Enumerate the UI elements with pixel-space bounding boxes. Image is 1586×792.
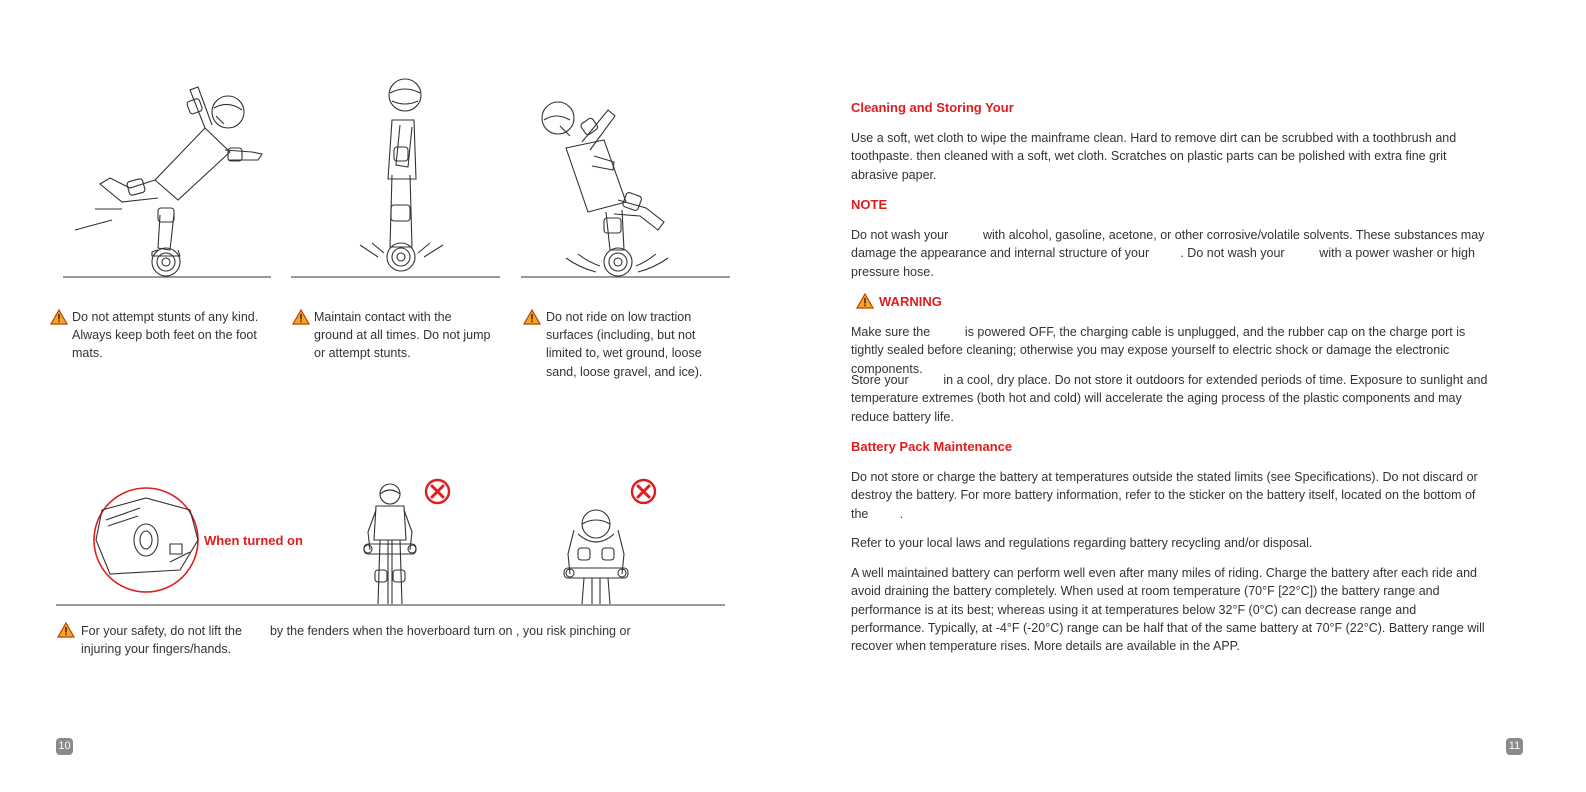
caption-line: sand, loose gravel, and ice). <box>546 364 703 379</box>
caption-text: by the fenders when the hoverboard turn on , you risk pinching or <box>269 624 631 638</box>
paragraph-battery-performance: A well maintained battery can perform well even after many miles of riding. Charge the battery after each ride and avoid draining the battery completely. When used at room temperature (70°F [22°C]) the battery range and performance is at its best; whereas using it at temperatures below 32°F (0°C) can decrease range and performance. Typically, at -4°F (-20°C) range can be half that of the same battery at 70°F (22°C). Battery range will recover when temperature rises. More details are available in the APP. <box>851 566 1485 654</box>
warning-icon <box>856 293 874 309</box>
caption-line: surfaces (including, but not <box>546 328 696 343</box>
caption-line: or attempt stunts. <box>314 346 411 361</box>
when-turned-on-label: When turned on <box>204 533 303 548</box>
caption-line: mats. <box>72 346 103 361</box>
heading-battery: Battery Pack Maintenance <box>851 439 1013 454</box>
heading-note: NOTE <box>851 197 888 212</box>
prohibited-icon <box>424 478 451 505</box>
illustration-lift-fenders <box>50 470 730 612</box>
warning-icon <box>292 309 310 325</box>
caption-line: ground at all times. Do not jump <box>314 328 491 343</box>
caption-line: Do not ride on low traction <box>546 310 692 324</box>
caution-stunts <box>72 308 282 363</box>
warning-icon <box>50 309 68 325</box>
paragraph-battery-disposal: Refer to your local laws and regulations regarding battery recycling and/or disposal. <box>851 536 1313 550</box>
caption-line: Do not attempt stunts of any kind. <box>72 310 259 324</box>
paragraph-warning-storage: Store your in a cool, dry place. Do not store it outdoors for extended periods of time. Exposure to sunlight and temperature extremes (both hot and cold) will accelerate the aging process of the plastic components and may reduce battery life. <box>851 373 1491 424</box>
paragraph-cleaning: Use a soft, wet cloth to wipe the mainframe clean. Hard to remove dirt can be scrubbed with a toothbrush and toothpaste. then cleaned with a soft, wet cloth. Scratches on plastic parts can be polished with extra fine grit abrasive paper. <box>851 131 1457 182</box>
caption-text: For your safety, do not lift the <box>81 624 242 638</box>
heading-warning: WARNING <box>879 294 942 309</box>
paragraph-note: Do not wash your with alcohol, gasoline, acetone, or other corrosive/volatile solvents. These substances may damage the appearance and internal structure of your . Do not wash your with a power washer or high pressure hose. <box>851 228 1488 279</box>
caption-line: limited to, wet ground, loose <box>546 346 702 361</box>
page-number-left: 10 <box>56 738 73 755</box>
heading-cleaning: Cleaning and Storing Your <box>851 100 1014 115</box>
paragraph-battery-limits: Do not store or charge the battery at temperatures outside the stated limits (see Specifications). Do not discard or destroy the battery. For more battery information, refer to the sticker on the battery itself, located on the bottom of the . <box>851 470 1482 521</box>
page-number-right: 11 <box>1506 738 1523 755</box>
illustration-rider-upright <box>288 75 508 285</box>
caption-line: Always keep both feet on the foot <box>72 328 257 343</box>
warning-icon <box>523 309 541 325</box>
caution-contact <box>314 308 524 363</box>
caption-line: injuring your fingers/hands. <box>81 642 232 657</box>
caution-lift-fenders <box>81 622 721 658</box>
illustration-rider-slip <box>518 90 738 285</box>
warning-icon <box>57 622 75 638</box>
caution-traction <box>546 308 756 381</box>
caption-line: Maintain contact with the <box>314 310 452 324</box>
prohibited-icon <box>630 478 657 505</box>
paragraph-warning-power: Make sure the is powered OFF, the charging cable is unplugged, and the rubber cap on the charge port is tightly sealed before cleaning; otherwise you may expose yourself to electric shock or damage the electronic components. <box>851 325 1469 376</box>
illustration-rider-stunt <box>60 80 280 285</box>
